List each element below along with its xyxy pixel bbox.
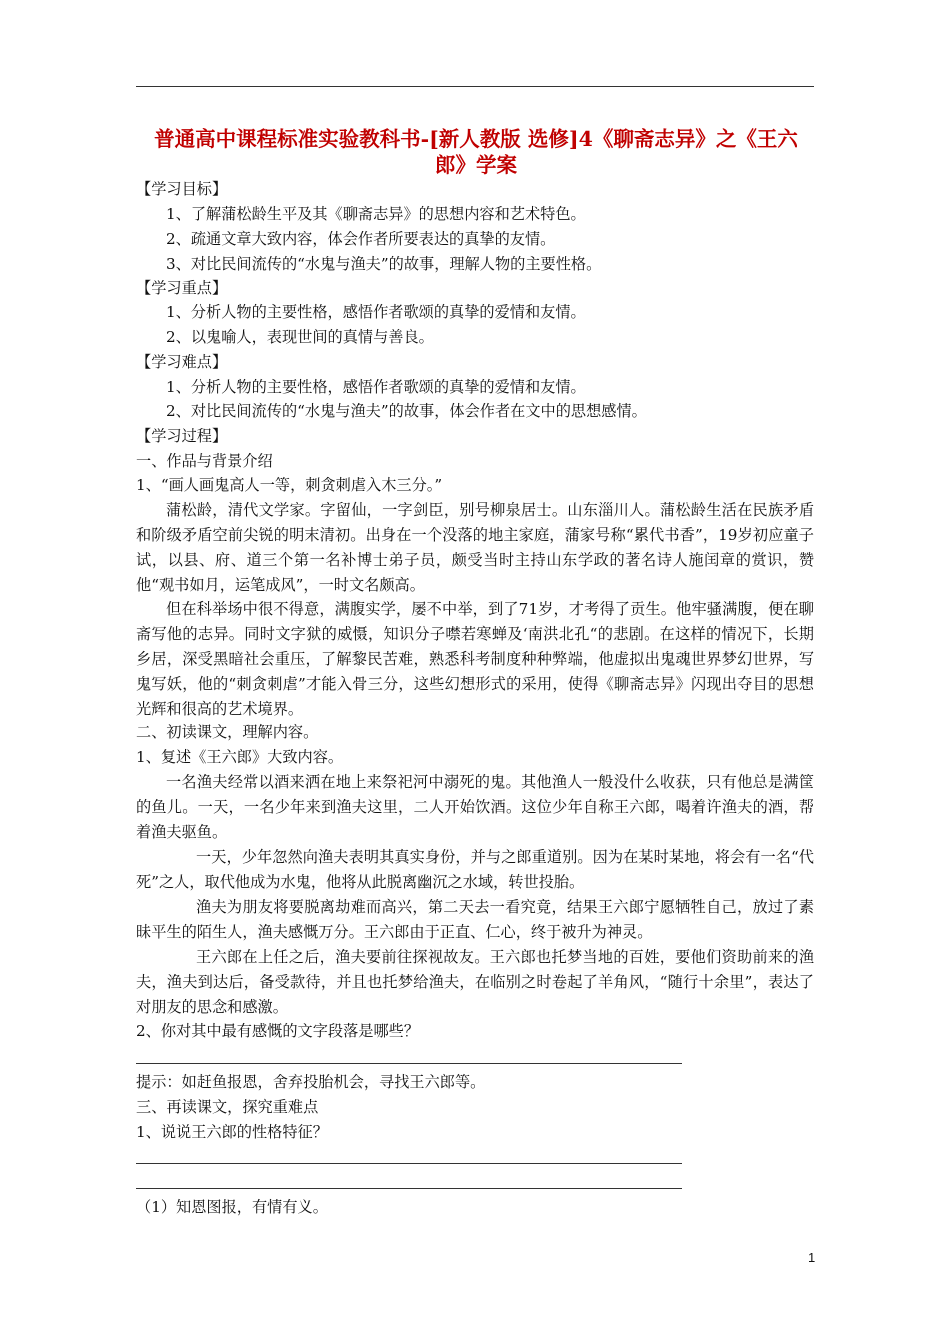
focus-item-2: 2、以鬼喻人，表现世间的真情与善良。 bbox=[166, 328, 434, 346]
answer-item-1: （1）知恩图报，有情有义。 bbox=[136, 1198, 328, 1216]
hint-text: 提示：如赶鱼报恩，舍弃投胎机会，寻找王六郎等。 bbox=[136, 1073, 486, 1091]
answer-line-2 bbox=[136, 1163, 682, 1164]
difficulty-item-1: 1、分析人物的主要性格，感悟作者歌颂的真挚的爱情和友情。 bbox=[166, 378, 586, 396]
difficulty-heading: 【学习难点】 bbox=[136, 353, 228, 371]
header-rule bbox=[136, 86, 814, 87]
difficulty-item-2: 2、对比民间流传的“水鬼与渔夫”的故事，体会作者在文中的思想感情。 bbox=[166, 402, 647, 420]
title-line-2: 郎》学案 bbox=[435, 153, 517, 177]
paragraph-story-2: 一天，少年忽然向渔夫表明其真实身份，并与之郎重道别。因为在某时某地，将会有一名“代死”之人，取代他成为水鬼，他将从此脱离幽沉之水域，转世投胎。 bbox=[136, 848, 814, 891]
goal-item-3: 3、对比民间流传的“水鬼与渔夫”的故事，理解人物的主要性格。 bbox=[166, 255, 602, 273]
section-2-question-2: 2、你对其中最有感慨的文字段落是哪些？ bbox=[136, 1022, 420, 1040]
section-1-title: 一、作品与背景介绍 bbox=[136, 452, 273, 470]
title-line-1: 普通高中课程标准实验教科书-[新人教版 选修]4《聊斋志异》之《王六 bbox=[154, 127, 798, 151]
goal-item-1: 1、了解蒲松龄生平及其《聊斋志异》的思想内容和艺术特色。 bbox=[166, 205, 586, 223]
goals-heading: 【学习目标】 bbox=[136, 180, 228, 198]
paragraph-biography: 蒲松龄，清代文学家。字留仙，一字剑臣，别号柳泉居士。山东淄川人。蒲松龄生活在民族矛盾和阶级矛盾空前尖锐的明末清初。出身在一个没落的地主家庭，蒲家号称“累代书香”，19岁初应童子试，以县、府、道三个第一名补博士弟子员，颇受当时主持山东学政的著名诗人施闰章的赏识，赞他“观书如月，运笔成风”，一时文名颇高。 bbox=[136, 501, 814, 594]
section-2-question-1: 1、复述《王六郎》大致内容。 bbox=[136, 748, 344, 766]
paragraph-background: 但在科举场中很不得意，满腹实学，屡不中举，到了71岁，才考得了贡生。他牢骚满腹，便在聊斋写他的志异。同时文字狱的威慑，知识分子噤若寒蝉及‘南洪北孔“的悲剧。在这样的情况下，长期乡居，深受黑暗社会重压，了解黎民苦难，熟悉科考制度种种弊端，他虚拟出鬼魂世界梦幻世界，写鬼写妖，他的“刺贪刺虐”才能入骨三分，这些幻想形式的采用，使得《聊斋志异》闪现出夺目的思想光辉和很高的艺术境界。 bbox=[136, 600, 814, 718]
answer-line-3 bbox=[136, 1188, 682, 1189]
document-title bbox=[136, 126, 816, 178]
section-3-title: 三、再读课文，探究重难点 bbox=[136, 1098, 319, 1116]
page-number: 1 bbox=[808, 1250, 816, 1265]
focus-heading: 【学习重点】 bbox=[136, 279, 228, 297]
focus-item-1: 1、分析人物的主要性格，感悟作者歌颂的真挚的爱情和友情。 bbox=[166, 303, 586, 321]
goal-item-2: 2、疏通文章大致内容，体会作者所要表达的真挚的友情。 bbox=[166, 230, 556, 248]
paragraph-story-1: 一名渔夫经常以酒来洒在地上来祭祀河中溺死的鬼。其他渔人一般没什么收获，只有他总是满筐的鱼儿。一天，一名少年来到渔夫这里，二人开始饮酒。这位少年自称王六郎，喝着许渔夫的酒，帮着渔夫驱鱼。 bbox=[136, 773, 814, 841]
paragraph-story-4: 王六郎在上任之后，渔夫要前往探视故友。王六郎也托梦当地的百姓，要他们资助前来的渔夫，渔夫到达后，备受款待，并且也托梦给渔夫，在临别之时卷起了羊角风，“随行十余里”，表达了对朋友的思念和感激。 bbox=[136, 948, 814, 1016]
section-1-question-1: 1、“画人画鬼高人一等，刺贪刺虐入木三分。” bbox=[136, 476, 443, 494]
section-2-title: 二、初读课文，理解内容。 bbox=[136, 723, 319, 741]
section-3-question-1: 1、说说王六郎的性格特征？ bbox=[136, 1123, 328, 1141]
answer-line-1 bbox=[136, 1063, 682, 1064]
process-heading: 【学习过程】 bbox=[136, 427, 228, 445]
paragraph-story-3: 渔夫为朋友将要脱离劫难而高兴，第二天去一看究竟，结果王六郎宁愿牺牲自己，放过了素昧平生的陌生人，渔夫感慨万分。王六郎由于正直、仁心，终于被升为神灵。 bbox=[136, 898, 814, 941]
